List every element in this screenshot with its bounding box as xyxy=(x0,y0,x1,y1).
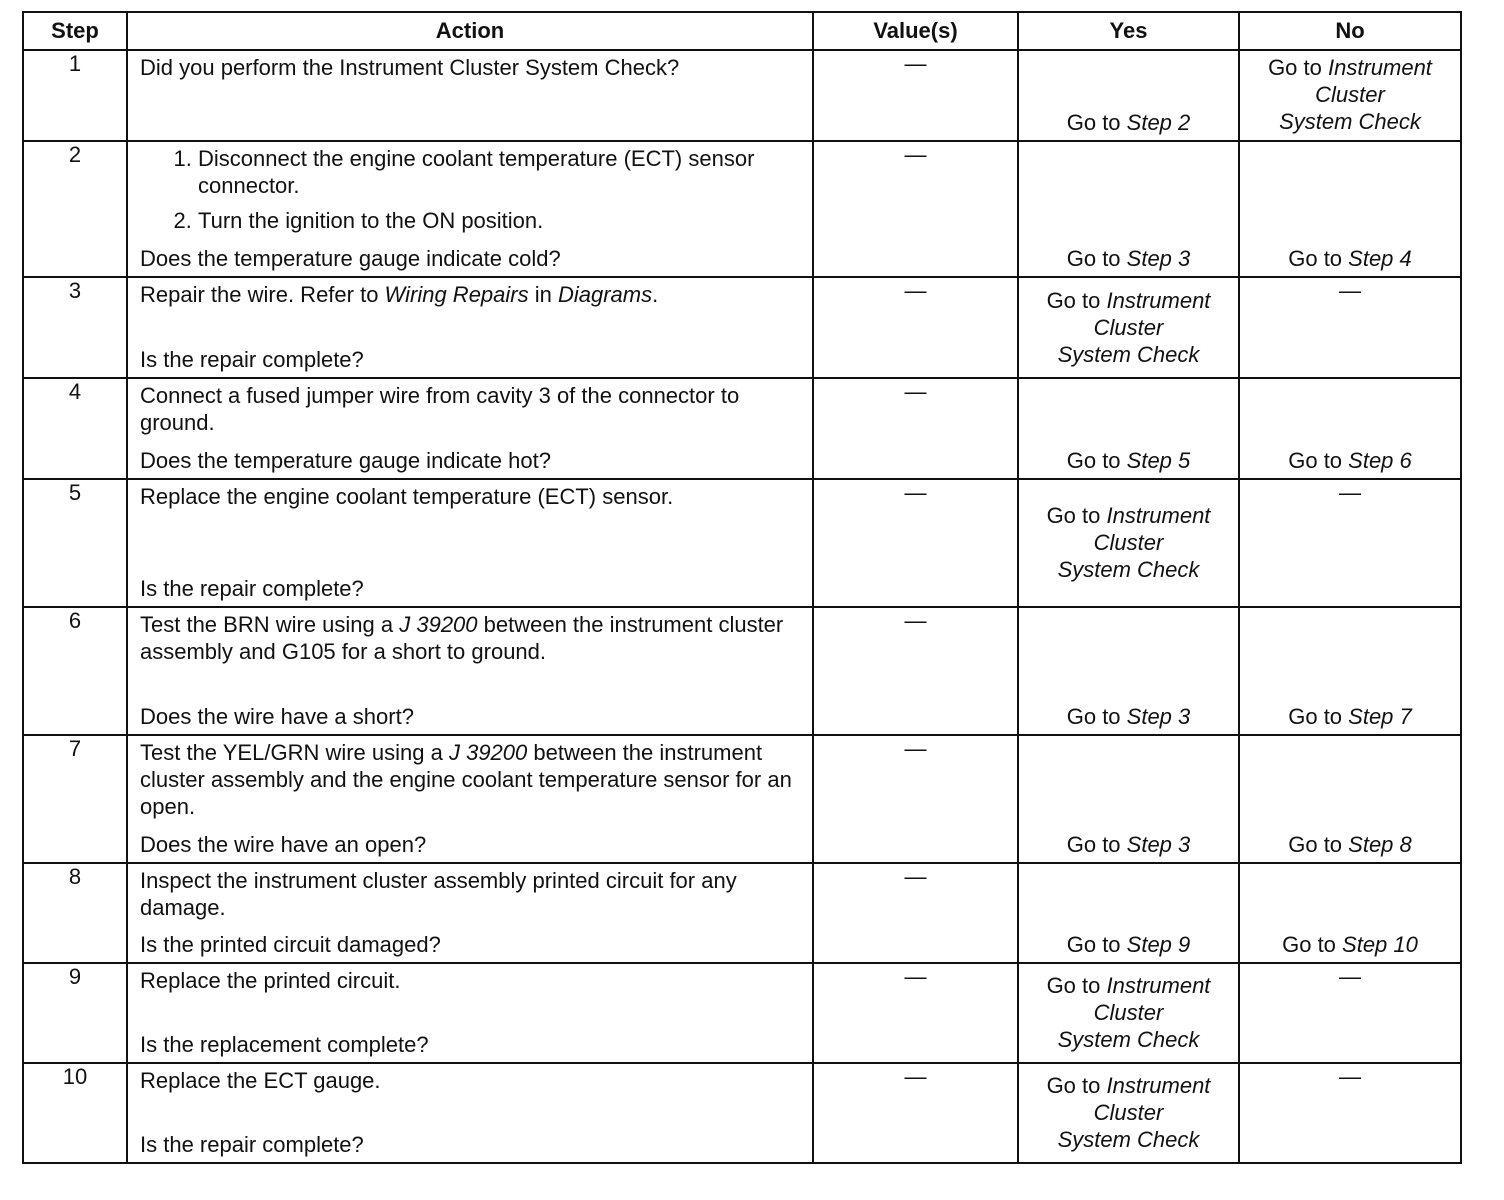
yes-target-line2[interactable]: Cluster xyxy=(1093,1100,1164,1125)
no-cell: — xyxy=(1239,1063,1461,1163)
yes-target-link[interactable]: Step 2 xyxy=(1126,110,1191,135)
action-list-item: 1. Disconnect the engine coolant temperature (ECT) sensor connector. xyxy=(198,145,802,199)
step-number: 7 xyxy=(23,735,127,863)
tool-reference: J 39200 xyxy=(448,740,528,765)
no-cell xyxy=(1239,378,1461,479)
action-list-item: 2. Turn the ignition to the ON position. xyxy=(198,207,802,234)
no-cell xyxy=(1239,607,1461,735)
action-text: Test the YEL/GRN wire using a J 39200 between the instrument cluster assembly and the engine coolant temperature sensor for an open. xyxy=(140,740,792,819)
no-prefix: Go to xyxy=(1288,704,1349,729)
step-number: 4 xyxy=(23,378,127,479)
yes-target-link[interactable]: Instrument xyxy=(1106,1073,1211,1098)
no-cell: — xyxy=(1239,277,1461,378)
yes-prefix: Go to xyxy=(1066,932,1127,957)
action-cell xyxy=(127,863,813,963)
action-text: Did you perform the Instrument Cluster System Check? xyxy=(140,55,680,80)
action-question: Is the repair complete? xyxy=(140,347,364,372)
action-cell xyxy=(127,479,813,607)
yes-prefix: Go to xyxy=(1066,110,1127,135)
header-no: No xyxy=(1239,12,1461,50)
step-number: 8 xyxy=(23,863,127,963)
no-cell: — xyxy=(1239,963,1461,1063)
value-cell: — xyxy=(813,607,1018,735)
action-cell xyxy=(127,50,813,141)
table-row xyxy=(23,141,1461,277)
action-cell xyxy=(127,607,813,735)
table-row xyxy=(23,735,1461,863)
step-number: 9 xyxy=(23,963,127,1063)
no-target-link[interactable]: Step 10 xyxy=(1342,932,1418,957)
table-row xyxy=(23,479,1461,607)
action-question: Is the repair complete? xyxy=(140,576,364,601)
no-prefix: Go to xyxy=(1282,932,1343,957)
doc-reference: Wiring Repairs xyxy=(384,282,529,307)
yes-cell xyxy=(1018,479,1239,607)
header-action: Action xyxy=(127,12,813,50)
header-step: Step xyxy=(23,12,127,50)
action-text: Replace the ECT gauge. xyxy=(140,1068,381,1093)
yes-target-link[interactable]: Step 9 xyxy=(1126,932,1191,957)
yes-prefix: Go to xyxy=(1066,246,1127,271)
table-row xyxy=(23,963,1461,1063)
table-row xyxy=(23,277,1461,378)
value-cell: — xyxy=(813,863,1018,963)
action-text: Replace the engine coolant temperature (ECT) sensor. xyxy=(140,484,674,509)
header-values: Value(s) xyxy=(813,12,1018,50)
action-question: Does the wire have a short? xyxy=(140,704,414,729)
yes-cell xyxy=(1018,607,1239,735)
action-question: Does the temperature gauge indicate hot? xyxy=(140,448,551,473)
yes-cell xyxy=(1018,735,1239,863)
no-prefix: Go to xyxy=(1288,246,1349,271)
yes-prefix: Go to xyxy=(1046,287,1107,313)
yes-target-line3[interactable]: System Check xyxy=(1057,1127,1200,1152)
yes-cell xyxy=(1018,963,1239,1063)
action-question: Does the temperature gauge indicate cold? xyxy=(140,246,561,271)
step-number: 1 xyxy=(23,50,127,141)
yes-prefix: Go to xyxy=(1046,973,1107,998)
step-number: 3 xyxy=(23,277,127,378)
header-yes: Yes xyxy=(1018,12,1239,50)
action-text: Inspect the instrument cluster assembly printed circuit for any damage. xyxy=(140,868,737,920)
value-cell: — xyxy=(813,50,1018,141)
no-target-link[interactable]: Step 7 xyxy=(1348,704,1412,729)
yes-target-link[interactable]: Step 5 xyxy=(1126,448,1191,473)
action-text: Replace the printed circuit. xyxy=(140,968,401,993)
yes-prefix: Go to xyxy=(1066,832,1127,857)
action-question: Is the printed circuit damaged? xyxy=(140,932,441,957)
doc-reference: Diagrams xyxy=(557,282,653,307)
action-text: Repair the wire. Refer to Wiring Repairs in Diagrams. xyxy=(140,282,659,307)
yes-prefix: Go to xyxy=(1046,503,1107,528)
header-row xyxy=(23,12,1461,50)
no-target-line2[interactable]: Cluster xyxy=(1315,82,1385,107)
action-cell xyxy=(127,963,813,1063)
yes-cell xyxy=(1018,863,1239,963)
tool-reference: J 39200 xyxy=(399,612,478,637)
yes-target-link[interactable]: Instrument xyxy=(1106,973,1211,998)
yes-target-link[interactable]: Instrument xyxy=(1106,503,1211,528)
action-cell xyxy=(127,277,813,378)
yes-prefix: Go to xyxy=(1066,448,1127,473)
diagnostic-table xyxy=(22,11,1462,1164)
action-cell xyxy=(127,378,813,479)
table-row xyxy=(23,863,1461,963)
yes-cell xyxy=(1018,141,1239,277)
yes-target-line3[interactable]: System Check xyxy=(1057,557,1200,582)
value-cell: — xyxy=(813,378,1018,479)
no-cell xyxy=(1239,735,1461,863)
step-number: 10 xyxy=(23,1063,127,1163)
action-question: Does the wire have an open? xyxy=(140,832,427,857)
yes-target-line3[interactable]: System Check xyxy=(1057,1027,1200,1052)
value-cell: — xyxy=(813,735,1018,863)
action-text: Test the BRN wire using a J 39200 between the instrument cluster assembly and G105 for a short to ground. xyxy=(140,612,784,664)
action-question: Is the replacement complete? xyxy=(140,1032,429,1057)
no-cell xyxy=(1239,50,1461,141)
table-row xyxy=(23,378,1461,479)
yes-cell xyxy=(1018,378,1239,479)
step-number: 6 xyxy=(23,607,127,735)
step-number: 2 xyxy=(23,141,127,277)
no-target-line3[interactable]: System Check xyxy=(1279,109,1421,134)
action-cell xyxy=(127,141,813,277)
table-row xyxy=(23,50,1461,141)
yes-prefix: Go to xyxy=(1046,1073,1107,1098)
no-target-link[interactable]: Instrument xyxy=(1327,55,1432,80)
action-text: Connect a fused jumper wire from cavity 3 of the connector to ground. xyxy=(140,383,740,435)
yes-target-link[interactable]: Step 3 xyxy=(1126,246,1191,271)
yes-target-link[interactable]: Instrument xyxy=(1106,287,1211,313)
no-prefix: Go to xyxy=(1268,55,1328,80)
no-cell xyxy=(1239,863,1461,963)
no-cell xyxy=(1239,141,1461,277)
value-cell: — xyxy=(813,141,1018,277)
no-prefix: Go to xyxy=(1288,832,1349,857)
step-number: 5 xyxy=(23,479,127,607)
no-target-link[interactable]: Step 4 xyxy=(1348,246,1412,271)
no-target-link[interactable]: Step 8 xyxy=(1348,832,1412,857)
value-cell: — xyxy=(813,963,1018,1063)
table-row xyxy=(23,1063,1461,1163)
no-cell: — xyxy=(1239,479,1461,607)
table-row xyxy=(23,607,1461,735)
yes-target-link[interactable]: Step 3 xyxy=(1126,832,1191,857)
action-cell xyxy=(127,735,813,863)
value-cell: — xyxy=(813,1063,1018,1163)
yes-target-line2[interactable]: Cluster xyxy=(1093,530,1164,555)
no-target-link[interactable]: Step 6 xyxy=(1348,448,1412,473)
yes-target-line2[interactable]: Cluster xyxy=(1093,314,1164,340)
yes-target-link[interactable]: Step 3 xyxy=(1126,704,1191,729)
action-list xyxy=(140,145,802,234)
action-question: Is the repair complete? xyxy=(140,1132,364,1157)
yes-cell xyxy=(1018,50,1239,141)
value-cell: — xyxy=(813,479,1018,607)
yes-cell xyxy=(1018,277,1239,378)
yes-target-line3[interactable]: System Check xyxy=(1057,341,1200,367)
yes-cell xyxy=(1018,1063,1239,1163)
action-cell xyxy=(127,1063,813,1163)
yes-target-line2[interactable]: Cluster xyxy=(1093,1000,1164,1025)
yes-prefix: Go to xyxy=(1066,704,1127,729)
no-prefix: Go to xyxy=(1288,448,1349,473)
value-cell: — xyxy=(813,277,1018,378)
